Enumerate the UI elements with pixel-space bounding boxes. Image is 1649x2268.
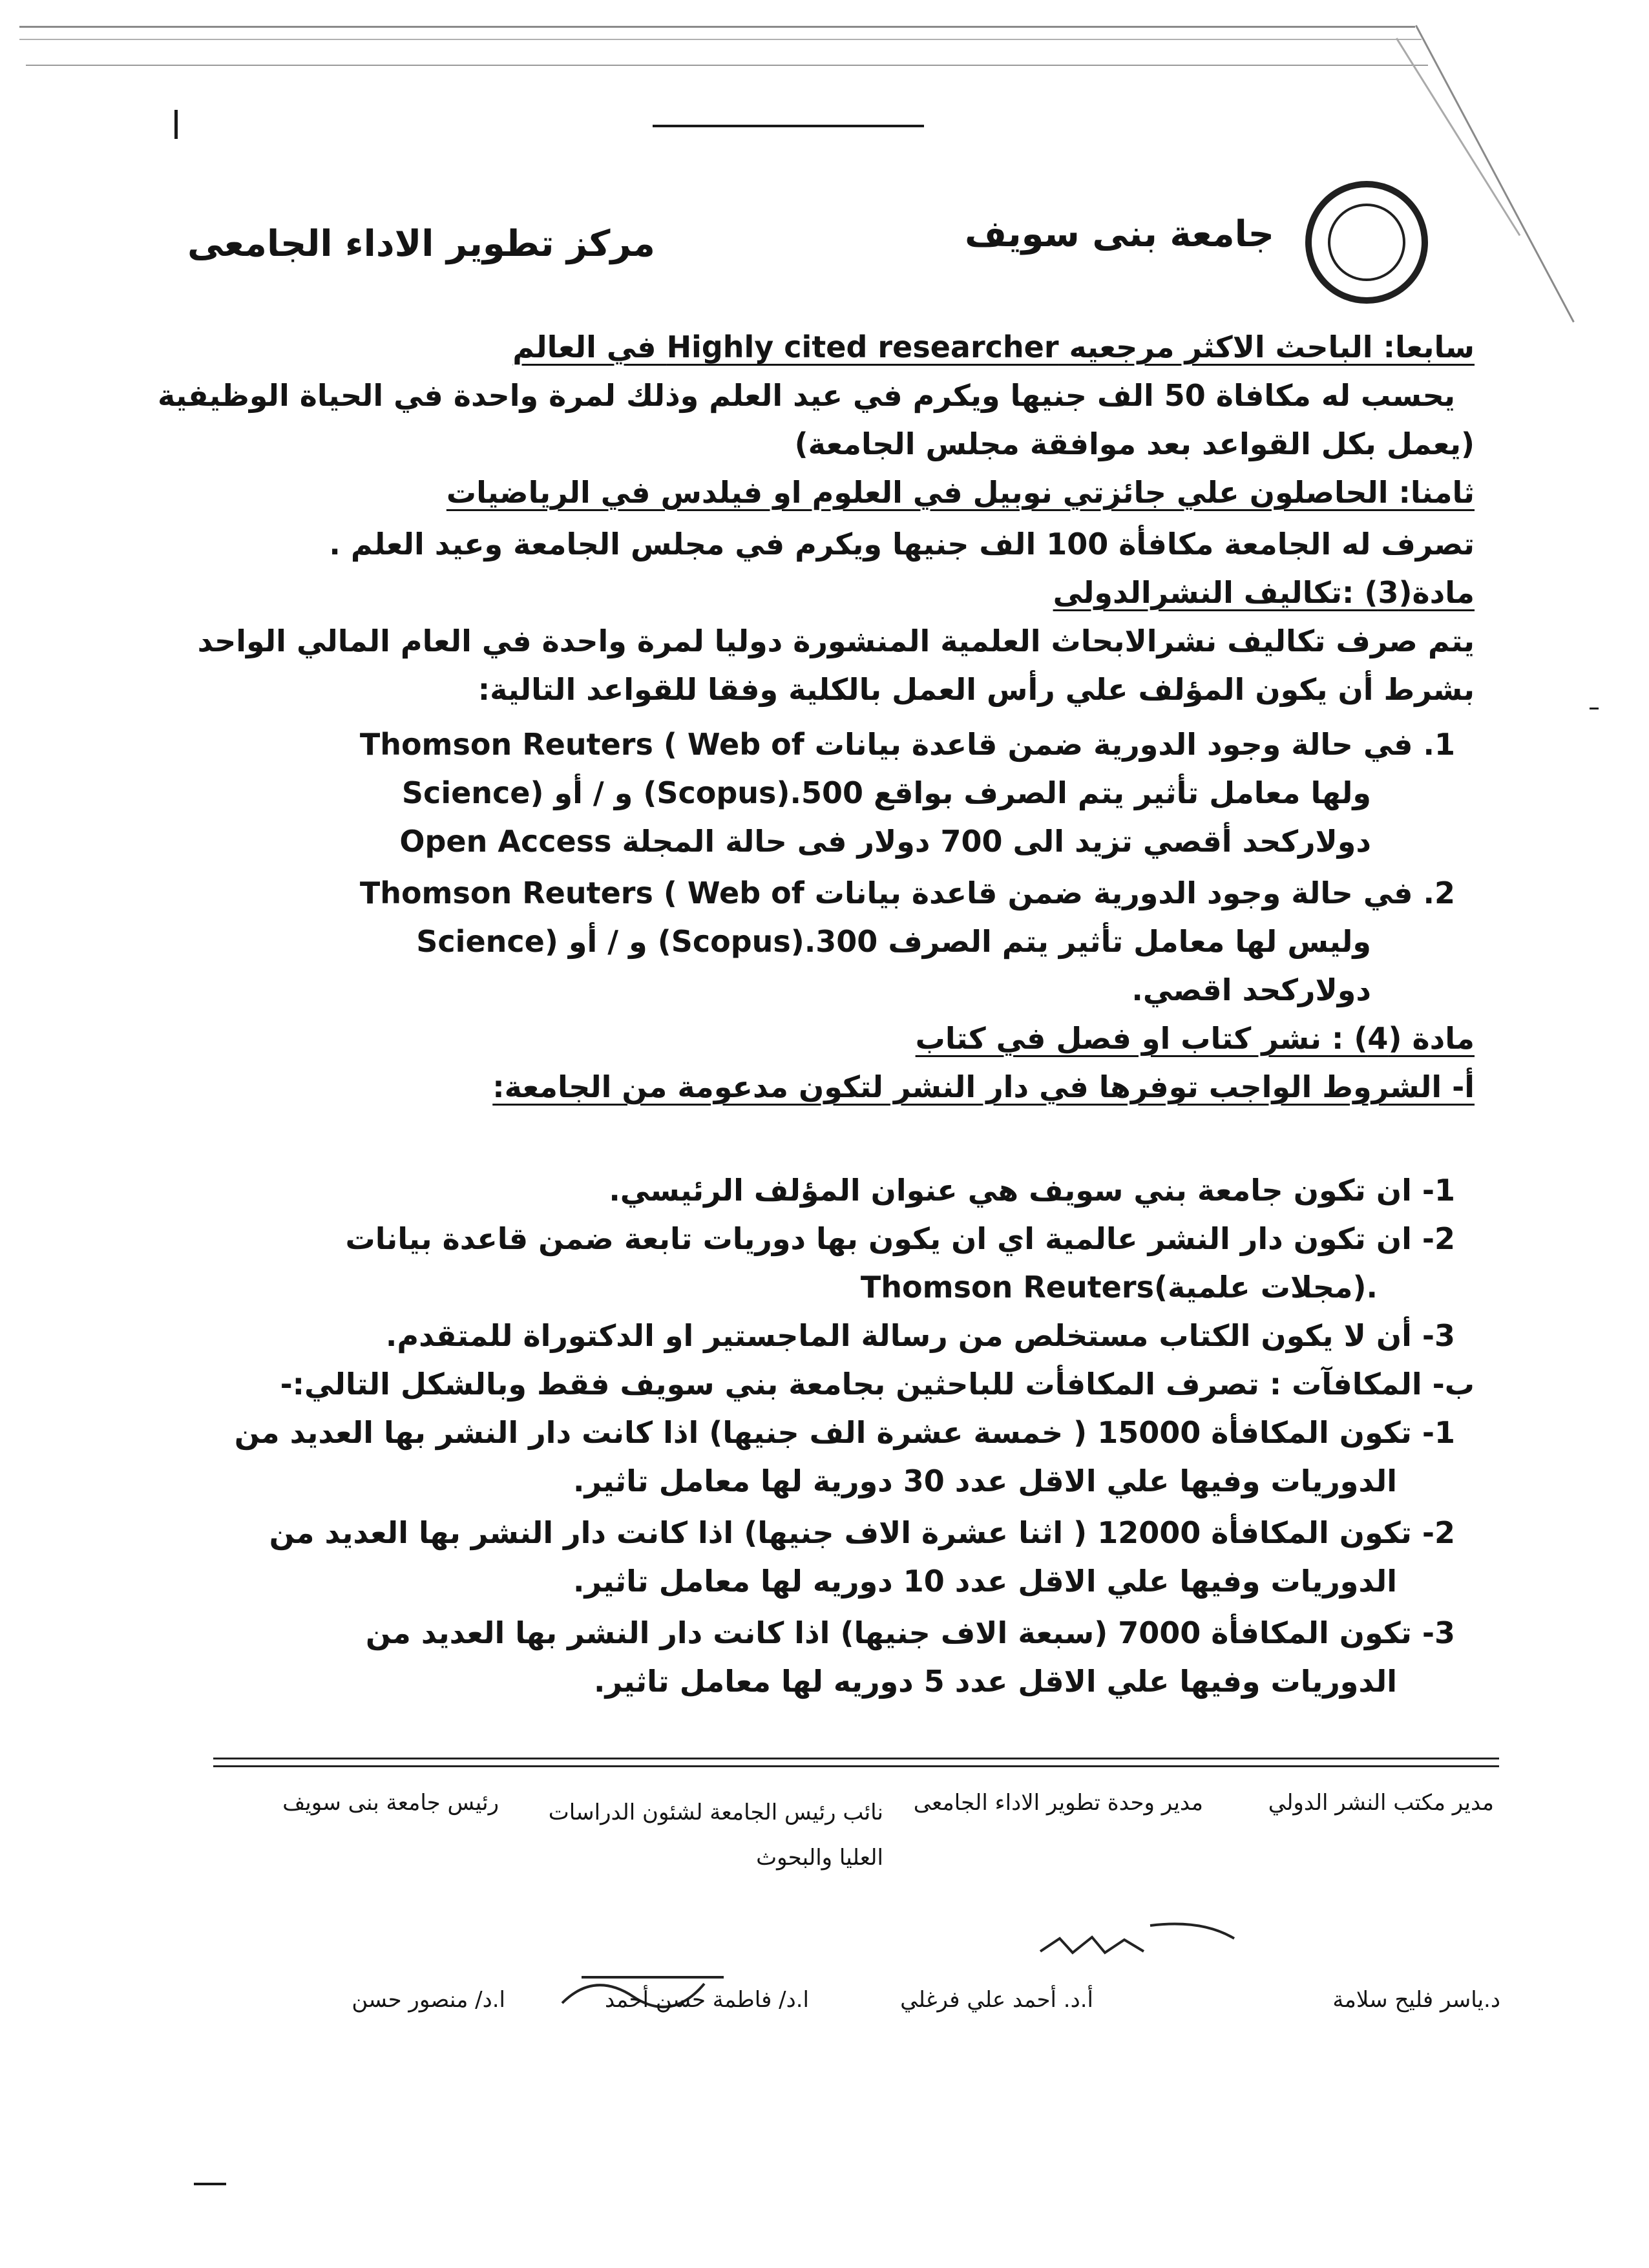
body-line: يتم صرف تكاليف نشرالابحاث العلمية المنشورة دوليا لمرة واحدة في العام المالي الواحد [197,624,1475,658]
list-item-continued: دولاركحد اقصي. [1131,972,1371,1007]
list-item: 1- تكون المكافأة 15000 ( خمسة عشرة الف جنيها) اذا كانت دار النشر بها العديد من [234,1415,1455,1450]
signature-name: أ.د. أحمد علي فرغلي [900,1987,1093,2013]
center-name: مركز تطوير الاداء الجامعى [187,223,655,265]
list-item: 2. في حالة وجود الدورية ضمن قاعدة بيانات Thomson Reuters ( Web of [359,876,1455,910]
paper-edge-top-2 [19,39,1422,40]
signature-name: ا.د/ فاطمة حسن أحمد [604,1987,809,2013]
scan-mark-top [653,125,924,127]
subsection-a-heading: أ- الشروط الواجب توفرها في دار النشر لتكون مدعومة من الجامعة: [492,1069,1475,1104]
signature-title: رئيس جامعة بنى سويف [282,1790,499,1816]
separator-rule [213,1765,1499,1767]
signature-title: مدير وحدة تطوير الاداء الجامعى [913,1790,1203,1816]
signature-scribble [1034,1913,1241,1964]
signature-title: مدير مكتب النشر الدولي [1268,1790,1494,1816]
paper-edge-top [19,26,1415,28]
article-3-heading: مادة(3) :تكاليف النشرالدولى [1053,575,1475,610]
list-item-continued: الدوريات وفيها علي الاقل عدد 30 دورية لها معامل تاثير. [573,1464,1397,1498]
list-item-continued: دولاركحد أقصي تزيد الى 700 دولار فى حالة المجلة Open Access [399,824,1371,859]
list-item: 2- تكون المكافأة 12000 ( اثنا عشرة الاف جنيها) اذا كانت دار النشر بها العديد من [269,1515,1455,1550]
university-seal [1305,181,1428,304]
signature-title: نائب رئيس الجامعة لشئون الدراسات العليا والبحوث [548,1800,883,1871]
list-item-continued: Science) و / أو (Scopus).ولها معامل تأثير يتم الصرف بواقع 500 [401,775,1371,810]
university-name: جامعة بنى سويف [964,213,1274,255]
section-seventh-heading: سابعا: الباحث الاكثر مرجعيه Highly cited researcher في العالم [512,330,1475,364]
list-item-continued: الدوريات وفيها علي الاقل عدد 10 دوريه لها معامل تاثير. [573,1564,1397,1599]
separator-rule [213,1758,1499,1759]
body-line: (يعمل بكل القواعد بعد موافقة مجلس الجامعة) [794,426,1475,461]
scan-mark-bottom [194,2183,226,2185]
body-line: تصرف له الجامعة مكافأة 100 الف جنيها ويكرم في مجلس الجامعة وعيد العلم . [329,527,1475,562]
list-item: 3- أن لا يكون الكتاب مستخلص من رسالة الماجستير او الدكتوراة للمتقدم. [385,1318,1455,1353]
signature-name: ا.د/ منصور حسن [352,1987,505,2013]
seal-inner-ring [1328,204,1405,281]
paper-edge-diagonal [1415,25,1575,323]
scan-mark-right [1590,708,1599,709]
subsection-b-heading: ب- المكافآت : تصرف المكافأت للباحثين بجامعة بني سويف فقط وبالشكل التالي:- [280,1367,1475,1402]
list-item: 1- ان تكون جامعة بني سويف هي عنوان المؤلف الرئيسي. [609,1173,1455,1208]
body-line: بشرط أن يكون المؤلف علي رأس العمل بالكلية وفقا للقواعد التالية: [478,672,1475,707]
list-item-continued: Thomson Reuters(مجلات علمية). [860,1270,1378,1305]
paper-edge-top-3 [26,65,1428,66]
list-item-continued: Science) و / أو (Scopus).وليس لها معامل تأثير يتم الصرف 300 [416,924,1371,959]
signature-name: د.ياسر فليح سلامة [1332,1987,1500,2013]
body-line: يحسب له مكافاة 50 الف جنيها ويكرم في عيد العلم وذلك لمرة واحدة في الحياة الوظيفية [157,378,1455,413]
list-item: 1. في حالة وجود الدورية ضمن قاعدة بيانات Thomson Reuters ( Web of [359,727,1455,762]
section-eighth-heading: ثامنا: الحاصلون علي جائزتي نوبيل في العلوم او فيلدس في الرياضيات [446,475,1475,510]
article-4-heading: مادة (4) : نشر كتاب او فصل في كتاب [915,1021,1475,1056]
scan-mark-left [174,110,178,139]
list-item-continued: الدوريات وفيها علي الاقل عدد 5 دوريه لها معامل تاثير. [594,1664,1397,1699]
list-item: 2- ان تكون دار النشر عالمية اي ان يكون بها دوريات تابعة ضمن قاعدة بيانات [345,1221,1455,1256]
list-item: 3- تكون المكافأة 7000 (سبعة الاف جنيها) اذا كانت دار النشر بها العديد من [365,1615,1455,1650]
